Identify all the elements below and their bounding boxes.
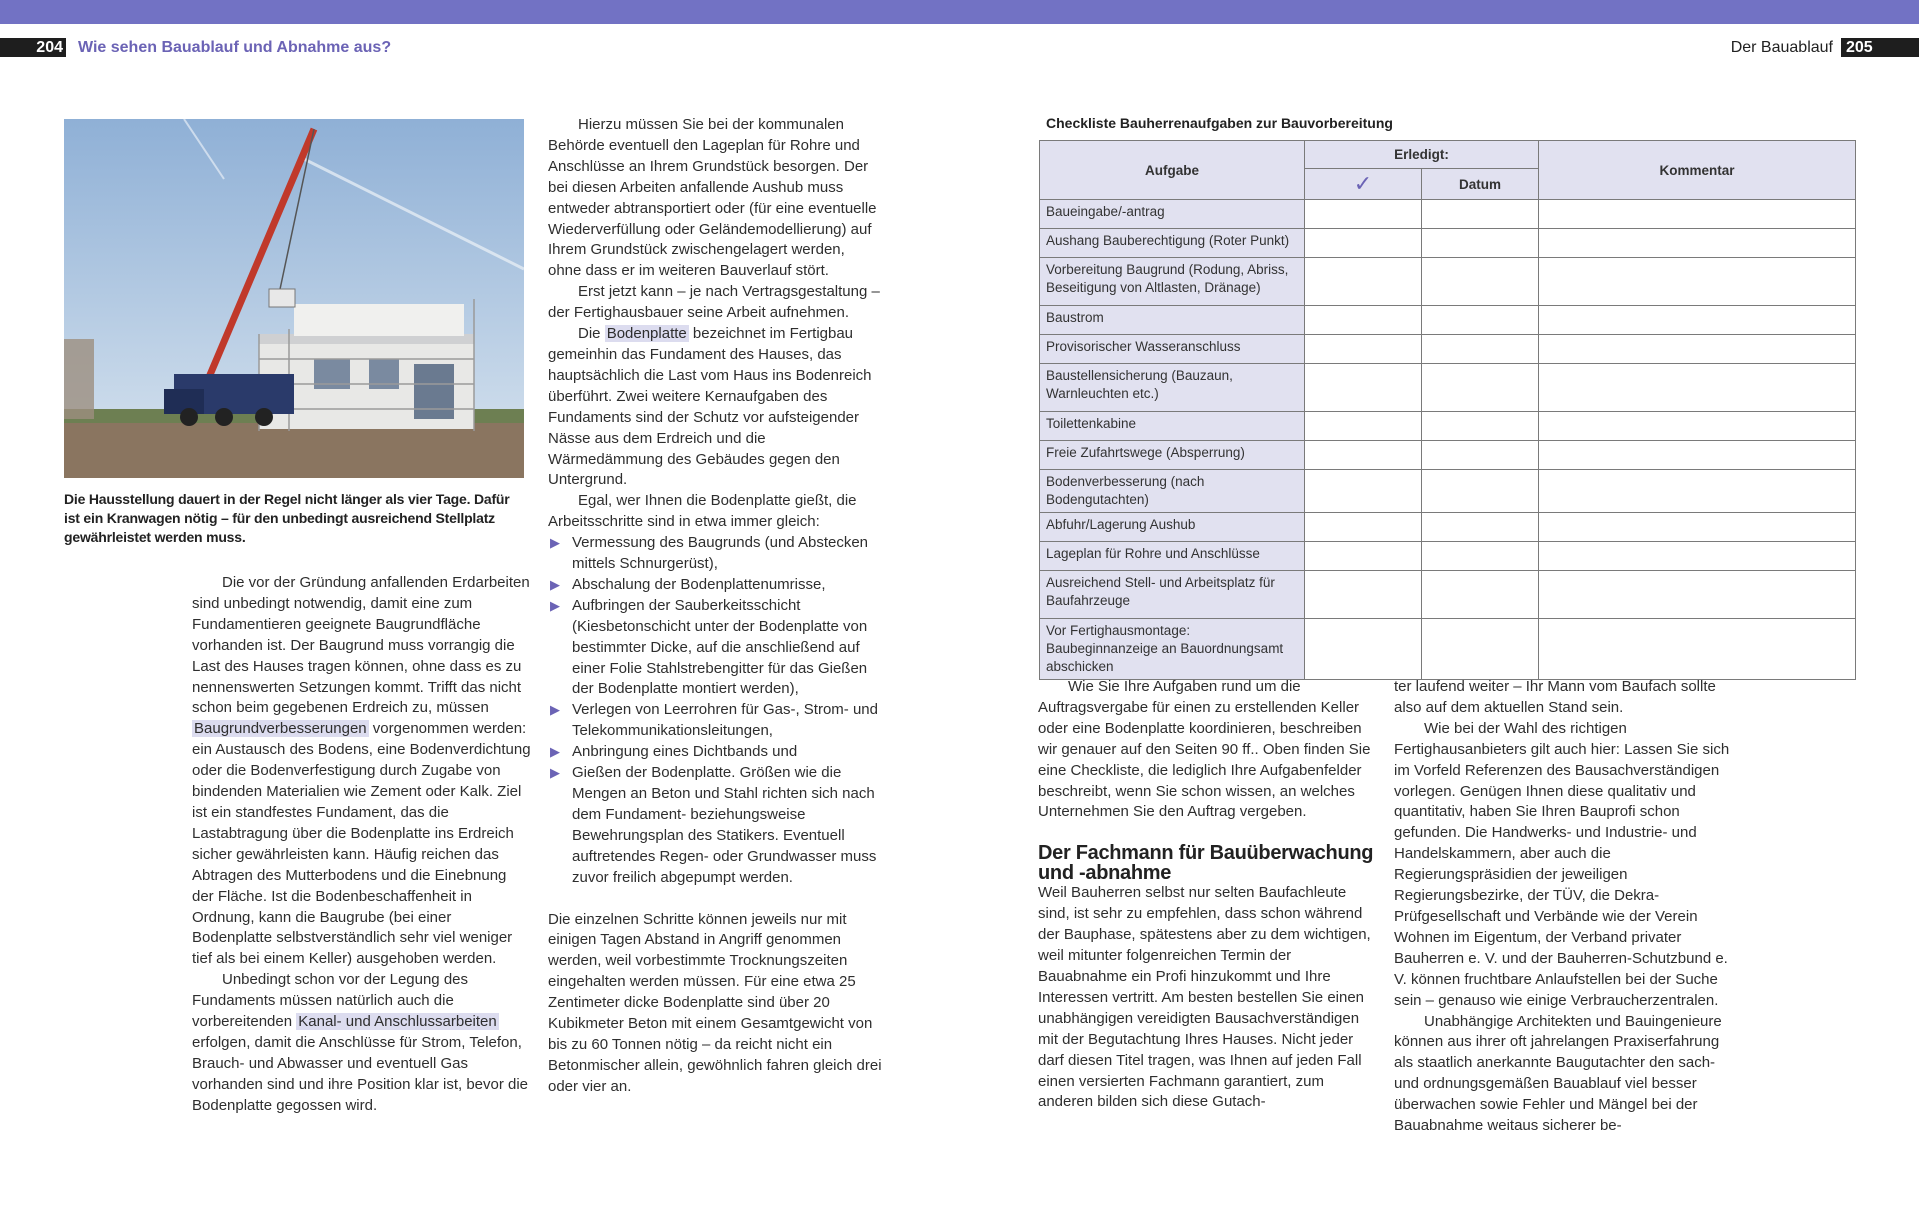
check-cell[interactable]	[1305, 335, 1422, 364]
table-row	[1040, 335, 1856, 364]
paragraph: Die Bodenplatte bezeichnet im Fertigbau gemeinhin das Fundament des Hauses, das hauptsächlich die Last vom Haus ins Bodenreich überführt. Zwei weitere Kernaufgaben des Fundaments sind der Schutz vor aufsteigender Nässe aus dem Erdreich und die Wärmedämmung des Gebäudes gegen den Untergrund.	[548, 325, 872, 489]
table-row	[1040, 258, 1856, 306]
date-cell[interactable]	[1422, 335, 1539, 364]
comment-cell[interactable]	[1539, 441, 1856, 470]
highlighted-term: Kanal- und Anschlussarbeiten	[298, 1013, 497, 1031]
check-cell[interactable]	[1305, 571, 1422, 619]
date-cell[interactable]	[1422, 441, 1539, 470]
task-cell: Freie Zufahrtswege (Absperrung)	[1040, 441, 1305, 470]
table-row	[1040, 470, 1856, 513]
check-cell[interactable]	[1305, 470, 1422, 513]
running-header-left	[0, 38, 391, 57]
header-done: Erledigt:	[1305, 141, 1539, 169]
check-cell[interactable]	[1305, 258, 1422, 306]
date-cell[interactable]	[1422, 542, 1539, 571]
checklist-table	[1039, 140, 1856, 680]
section-heading: Der Fachmann für Bauüberwachung und -abnahme	[1038, 842, 1374, 885]
comment-cell[interactable]	[1539, 619, 1856, 680]
paragraph: Erst jetzt kann – je nach Vertragsgestaltung – der Fertighausbauer seine Arbeit aufnehmen.	[548, 283, 880, 322]
check-icon: ✓	[1353, 171, 1373, 196]
date-cell[interactable]	[1422, 258, 1539, 306]
task-cell: Bodenverbesserung (nach Bodengutachten)	[1040, 470, 1305, 513]
task-cell: Toilettenkabine	[1040, 412, 1305, 441]
task-cell: Vor Fertighausmontage: Baubeginnanzeige an Bauordnungsamt abschicken	[1040, 619, 1305, 680]
date-cell[interactable]	[1422, 470, 1539, 513]
comment-cell[interactable]	[1539, 200, 1856, 229]
page-number-left: 204	[0, 38, 66, 57]
check-cell[interactable]	[1305, 200, 1422, 229]
table-row	[1040, 619, 1856, 680]
check-cell[interactable]	[1305, 441, 1422, 470]
date-cell[interactable]	[1422, 513, 1539, 542]
table-row	[1040, 229, 1856, 258]
paragraph: Unabhängige Architekten und Bauingenieure können aus ihrer oft jahrelangen Praxiserfahrung als staatlich anerkannte Baugutachter den sach- und ordnungsgemäßen Bauablauf viel besser überwachen sowie Fehler und Mängel bei der Bauabnahme weitaus sicherer be-	[1394, 1012, 1722, 1135]
paragraph: Hierzu müssen Sie bei der kommunalen Behörde eventuell den Lageplan für Rohre und Anschlüsse an Ihrem Grundstück besorgen. Der bei diesen Arbeiten anfallende Aushub muss entweder abtransportiert oder (für eine eventuelle Wiederverfüllung oder Geländemodellierung) auf Ihrem Grundstück zwischengelagert werden, ohne dass er im weiteren Bauverlauf stört.	[548, 116, 877, 280]
running-header-right	[1731, 38, 1919, 57]
table-row	[1040, 306, 1856, 335]
comment-cell[interactable]	[1539, 229, 1856, 258]
construction-photo	[64, 119, 524, 478]
task-cell: Baueingabe/-antrag	[1040, 200, 1305, 229]
date-cell[interactable]	[1422, 364, 1539, 412]
check-cell[interactable]	[1305, 306, 1422, 335]
top-accent-bar	[0, 0, 1919, 24]
table-row	[1040, 412, 1856, 441]
list-item: ▶ Aufbringen der Sauberkeitsschicht (Kiesbetonschicht unter der Bodenplatte von bestimmter Dicke, auf die anschließend auf einer Folie Stahlstrebengitter für das Gießen der Bodenplatte montiert werden),	[548, 596, 882, 701]
paragraph: Unbedingt schon vor der Legung des Fundaments müssen natürlich auch die vorbereitenden Kanal- und Anschlussarbeiten erfolgen, damit die Anschlüsse für Strom, Telefon, Brauch- und Abwasser und eventuell Gas vorhanden sind und ihre Position klar ist, bevor die Bodenplatte gegossen wird.	[192, 971, 529, 1114]
table-row	[1040, 571, 1856, 619]
task-cell: Vorbereitung Baugrund (Rodung, Abriss, Beseitigung von Altlasten, Dränage)	[1040, 258, 1305, 306]
check-cell[interactable]	[1305, 513, 1422, 542]
section-title: Der Bauablauf	[1730, 39, 1833, 56]
task-cell: Aushang Bauberechtigung (Roter Punkt)	[1040, 229, 1305, 258]
highlighted-term: Baugrundverbesserungen	[194, 720, 367, 738]
comment-cell[interactable]	[1539, 412, 1856, 441]
paragraph: Weil Bauherren selbst nur selten Baufachleute sind, ist sehr zu empfehlen, dass schon während der Bauphase, spätestens aber zu dem wichtigen, weil mitunter folgenreichen Termin der Bauabnahme ein Profi hinzukommt und Ihre Interessen vertritt. Am besten bestellen Sie einen unabhängigen vereidigten Bausachverständigen mit der Begutachtung Ihres Hauses. Nicht jeder darf diesen Titel tragen, was Ihnen auf jeden Fall einen versierten Fachmann garantiert, zum anderen bilden sich diese Gutach-	[1038, 884, 1371, 1111]
list-item: ▶ Abschalung der Bodenplattenumrisse,	[548, 575, 882, 596]
check-cell[interactable]	[1305, 542, 1422, 571]
paragraph: ter laufend weiter – Ihr Mann vom Baufach sollte also auf dem aktuellen Stand sein.	[1394, 678, 1716, 716]
list-item: ▶ Anbringung eines Dichtbands und	[548, 742, 882, 763]
text-column-1	[192, 573, 532, 1117]
date-cell[interactable]	[1422, 412, 1539, 441]
date-cell[interactable]	[1422, 306, 1539, 335]
paragraph: Die vor der Gründung anfallenden Erdarbeiten sind unbedingt notwendig, damit eine zum Fundamentieren geeignete Baugrundfläche vorhanden ist. Der Baugrund muss vorrangig die Last des Hauses tragen können, ohne dass es zu nennenswerten Setzungen kommt. Trifft das nicht schon beim gegebenen Erdreich zu, müssen Baugrundverbesserungen vorgenommen werden: ein Austausch des Bodens, eine Bodenverdichtung oder die Bodenverfestigung durch Zugabe von bindenden Materialien wie Zement oder Kalk. Ziel ist ein standfestes Fundament, das die Lastabtragung über die Bodenplatte ins Erdreich sicher gewährleisten kann. Häufig reichen das Abtragen des Mutterbodens und die Einebnung der Fläche. Ist die Bodenbeschaffenheit in Ordnung, kann die Baugrube (bei einer Bodenplatte selbstverständlich sehr viel weniger tief als bei einem Keller) ausgehoben werden.	[192, 574, 531, 968]
comment-cell[interactable]	[1539, 542, 1856, 571]
table-row	[1040, 513, 1856, 542]
check-cell[interactable]	[1305, 412, 1422, 441]
text-column-4	[1394, 677, 1734, 1137]
paragraph: Wie Sie Ihre Aufgaben rund um die Auftragsvergabe für einen zu erstellenden Keller oder eine Bodenplatte koordinieren, beschreiben wir genauer auf den Seiten 90 ff.. Oben finden Sie eine Checkliste, die lediglich Ihre Aufgabenfelder beschreibt, wenn Sie schon wissen, an welches Unternehmen Sie den Auftrag vergeben.	[1038, 678, 1371, 821]
header-check	[1305, 169, 1422, 200]
comment-cell[interactable]	[1539, 306, 1856, 335]
comment-cell[interactable]	[1539, 470, 1856, 513]
task-cell: Baustrom	[1040, 306, 1305, 335]
date-cell[interactable]	[1422, 200, 1539, 229]
header-task: Aufgabe	[1040, 141, 1305, 200]
highlighted-term: Bodenplatte	[606, 325, 687, 343]
date-cell[interactable]	[1422, 619, 1539, 680]
paragraph: Die einzelnen Schritte können jeweils nur mit einigen Tagen Abstand in Angriff genommen werden, weil vorbestimmte Trocknungszeiten eingehalten werden müssen. Für eine etwa 25 Zentimeter dicke Bodenplatte sind über 20 Kubikmeter Beton mit einem Gesamtgewicht von bis zu 60 Tonnen nötig – da reicht nicht ein Betonmischer allein, gewöhnlich fahren gleich drei oder vier an.	[548, 910, 882, 1095]
page-number-right: 205	[1841, 38, 1919, 57]
paragraph: Wie bei der Wahl des richtigen Fertighausanbieters gilt auch hier: Lassen Sie sich im Vorfeld Referenzen des Bausachverständigen vorlegen. Genügen Ihnen diese qualitativ und quantitativ, haben Sie Ihren Bauprofi schon gefunden. Die Handwerks- und Industrie- und Handelskammern, aber auch die Regierungspräsidien der jeweiligen Regierungsbezirke, der TÜV, die Dekra-Prüfgesellschaft und Verbände wie der Verein Wohnen im Eigentum, der Verband privater Bauherren e. V. und der Bauherren-Schutzbund e. V. können fruchtbare Anlaufstellen bei der Suche sein – genauso wie einige Verbraucherzentralen.	[1394, 719, 1730, 1009]
task-cell: Provisorischer Wasseranschluss	[1040, 335, 1305, 364]
table-row	[1040, 364, 1856, 412]
comment-cell[interactable]	[1539, 571, 1856, 619]
list-item: ▶ Gießen der Bodenplatte. Größen wie die Mengen an Beton und Stahl richten sich nach dem Fundament- beziehungsweise Bewehrungsplan des Statikers. Eventuell auftretendes Regen- oder Grundwasser muss zuvor freilich abgepumpt werden.	[548, 763, 882, 888]
steps-list	[548, 533, 882, 888]
table-row	[1040, 542, 1856, 571]
date-cell[interactable]	[1422, 229, 1539, 258]
paragraph: Egal, wer Ihnen die Bodenplatte gießt, die Arbeitsschritte sind in etwa immer gleich:	[548, 492, 857, 531]
chapter-title: Wie sehen Bauablauf und Abnahme aus?	[78, 39, 392, 56]
text-column-3	[1038, 677, 1378, 1113]
check-cell[interactable]	[1305, 619, 1422, 680]
list-item: ▶ Verlegen von Leerrohren für Gas-, Strom- und Telekommunikationsleitungen,	[548, 700, 882, 742]
text-column-2	[548, 115, 882, 1098]
task-cell: Ausreichend Stell- und Arbeitsplatz für Baufahrzeuge	[1040, 571, 1305, 619]
date-cell[interactable]	[1422, 571, 1539, 619]
header-comment: Kommentar	[1539, 141, 1856, 200]
comment-cell[interactable]	[1539, 364, 1856, 412]
check-cell[interactable]	[1305, 364, 1422, 412]
comment-cell[interactable]	[1539, 258, 1856, 306]
photo-caption: Die Hausstellung dauert in der Regel nicht länger als vier Tage. Dafür ist ein Kranwagen nötig – für den unbedingt ausreichend Stellplatz gewährleistet werden muss.	[64, 491, 510, 545]
task-cell: Lageplan für Rohre und Anschlüsse	[1040, 542, 1305, 571]
task-cell: Baustellensicherung (Bauzaun, Warnleuchten etc.)	[1040, 364, 1305, 412]
comment-cell[interactable]	[1539, 513, 1856, 542]
table-row	[1040, 200, 1856, 229]
task-cell: Abfuhr/Lagerung Aushub	[1040, 513, 1305, 542]
comment-cell[interactable]	[1539, 335, 1856, 364]
check-cell[interactable]	[1305, 229, 1422, 258]
list-item: ▶ Vermessung des Baugrunds (und Abstecken mittels Schnurgerüst),	[548, 533, 882, 575]
header-date: Datum	[1422, 169, 1539, 200]
table-row	[1040, 441, 1856, 470]
checklist-title: Checkliste Bauherrenaufgaben zur Bauvorbereitung	[1046, 115, 1393, 131]
